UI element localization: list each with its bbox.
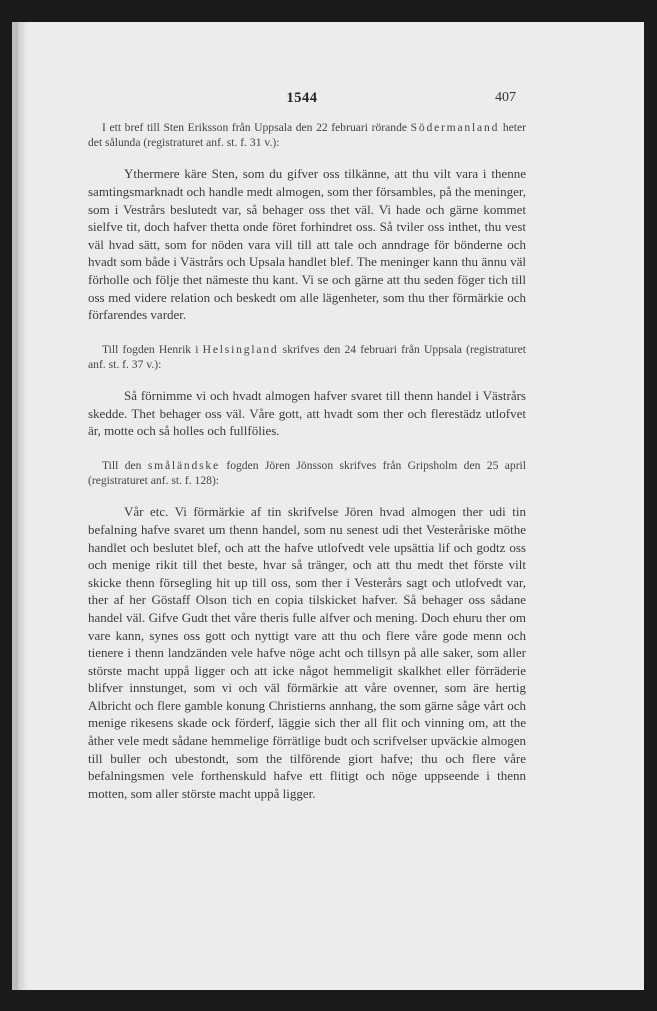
- letter-rubric-1: [88, 120, 526, 150]
- book-page: [12, 22, 644, 990]
- rubric-3-pre: Till den: [102, 458, 148, 472]
- rubric-1-pre: I ett bref till Sten Eriksson från Uppsala den 22 februari rörande: [102, 121, 411, 134]
- rubric-3-place: småländske: [147, 458, 220, 472]
- page-header: [88, 90, 516, 110]
- letter-body-1: Ythermere käre Sten, som du gifver oss tilkänne, att thu vilt vara i thenne samtingsmarknadt och handle medt almogen, som ther försambles, på the meninger, som i Vestrårs beslutedt var, så behager oss thet väl. Vi hade och gärne kommet sielfve tit, doch hafver thetta onde föret forhindret oss. Så tviler oss inthet, thu vest väl hvad sätt, som for nöden vara vill till att tale och anndrage för bönderne och hvadt som både i Västrårs och Upsala handlet blef. The meninger kann thu ännu väl förholle och följe thet nämeste thu kant. Vi se och gärne att thu seden föger tich till oss med videre relation och beskedt om alle lägenheter, som thu ther förmärkie och förfarendes varder.: [88, 166, 526, 323]
- page-number: 407: [495, 90, 516, 105]
- page-year: 1544: [286, 90, 318, 106]
- letter-rubric-2: [88, 342, 526, 372]
- rubric-3-post: fogden Jören Jönsson skrifves från Gripsholm den 25 april (registraturet anf. st. f. 128):: [88, 458, 526, 488]
- page-text: [88, 120, 526, 802]
- rubric-1-post: heter det sålunda (registraturet anf. st. f. 31 v.):: [88, 121, 526, 150]
- rubric-2-pre: Till fogden Henrik i: [102, 342, 203, 356]
- rubric-1-place: Södermanland: [410, 121, 500, 134]
- rubric-2-post: skrifves den 24 februari från Uppsala (registraturet anf. st. f. 37 v.):: [88, 342, 527, 371]
- letter-body-2: Så förnimme vi och hvadt almogen hafver svaret till thenn handel i Västrårs skedde. Thet behager oss väl. Våre gott, att hvadt som ther och flerestädz utlofvet är, motte och så holles och fullfölies.: [88, 388, 526, 439]
- letter-rubric-3: [88, 458, 526, 488]
- page-gutter: [18, 22, 28, 990]
- rubric-2-place: Helsingland: [202, 342, 279, 356]
- letter-body-3: Vår etc. Vi förmärkie af tin skrifvelse Jören hvad almogen ther udi tin befalning hafve svaret um thenn handel, som nu senest udi thet Vesteråriske möthe handlet och beslutet blef, och att the hafve utlofvedt vele upsättia lif och godtz oss och menige rikit till thet beste, hvar så tränger, och att thu medt thet förste vilt skicke thenn försegling hit up till oss, som ther i Vesterårs sagt och utlofvedt var, ther af her Göstaff Olson tich en copia tilskicket hafver. Så behager oss sådane handel väl. Gifve Gudt thet våre theris fulle alfver och mening. Doch ehuru ther om vare kann, synes oss gott och nyttigt vare att thu och flere våre gode menn och tienere i thenn landzänden vele hafve nöge acht och tillsyn på alle saker, som aller störste macht uppå ligger och att icke något hemmeligit skalkhet eller förräderie blifver innstunget, som vi och väl förmärkie att våre ovenner, som äre hertig Albricht och flere gamble konung Christierns annhang, the som gärne såge vårt och menige rikesens skade ock förderf, läggie sich ther all flit och vinning om, att the åther vele medt sådane hemmelige förrätlige budt och scrifvelser upväckie almogen till buller och ubestondt, som the tilförende giort hafve; thu och flere våre befalningsmen vele forthenskuld hafve ett flitigt och nöge uppseende i thenn motten, som aller störste macht uppå ligger.: [88, 504, 526, 801]
